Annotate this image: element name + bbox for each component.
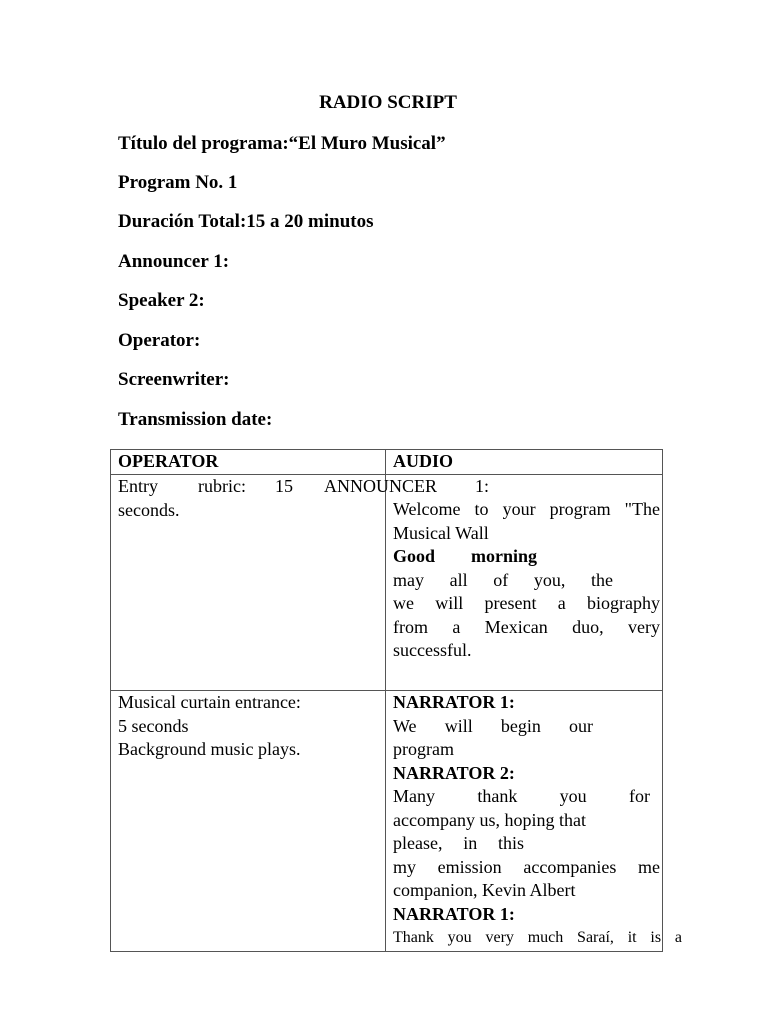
audio-cell <box>386 475 663 691</box>
narrator-label: NARRATOR 1: <box>393 903 515 924</box>
audio-line: companion, Kevin Albert <box>393 880 576 900</box>
audio-line: may all of you, the <box>393 569 613 590</box>
entry-rubric-line: Entry rubric: 15 ANNOUNCER 1: <box>118 476 490 496</box>
audio-column-header: AUDIO <box>386 450 663 475</box>
announcer-label: Announcer 1: <box>118 251 230 272</box>
total-duration: Duración Total:15 a 20 minutos <box>118 211 374 232</box>
audio-line: We will begin our <box>393 715 593 736</box>
operator-cell <box>111 691 386 952</box>
narrator-label: NARRATOR 2: <box>393 762 515 783</box>
audio-line: Many thank you for <box>393 786 650 806</box>
audio-cell <box>386 691 682 952</box>
speaker-label: Speaker 2: <box>118 290 205 311</box>
program-title: Título del programa:“El Muro Musical” <box>118 133 446 154</box>
audio-line: my emission accompanies me <box>393 856 660 877</box>
screenwriter-label: Screenwriter: <box>118 369 230 390</box>
operator-column-header: OPERATOR <box>111 450 386 475</box>
operator-line: 5 seconds <box>118 715 189 736</box>
audio-line: we will present a biography <box>393 593 660 613</box>
audio-line: accompany us, hoping that <box>393 809 586 830</box>
program-number: Program No. 1 <box>118 172 238 193</box>
audio-line: Thank you very much Saraí, it is a <box>393 929 682 946</box>
script-table <box>110 449 682 952</box>
document-title: RADIO SCRIPT <box>319 92 457 113</box>
audio-line: successful. <box>393 640 472 660</box>
audio-line: from a Mexican duo, very <box>393 616 660 637</box>
entry-rubric-seconds: seconds. <box>118 500 180 520</box>
audio-line: please, in this <box>393 833 524 853</box>
audio-line: Musical Wall <box>393 522 489 543</box>
audio-line: Good morning <box>393 546 537 566</box>
table-row <box>111 691 663 952</box>
table-header-row <box>111 450 663 475</box>
operator-label: Operator: <box>118 330 201 351</box>
operator-line: Background music plays. <box>118 739 301 759</box>
audio-line: program <box>393 739 454 759</box>
transmission-date-label: Transmission date: <box>118 409 273 430</box>
narrator-label: NARRATOR 1: <box>393 692 515 712</box>
operator-line: Musical curtain entrance: <box>118 692 301 712</box>
audio-line: Welcome to your program "The <box>393 499 660 519</box>
table-row <box>111 475 663 691</box>
